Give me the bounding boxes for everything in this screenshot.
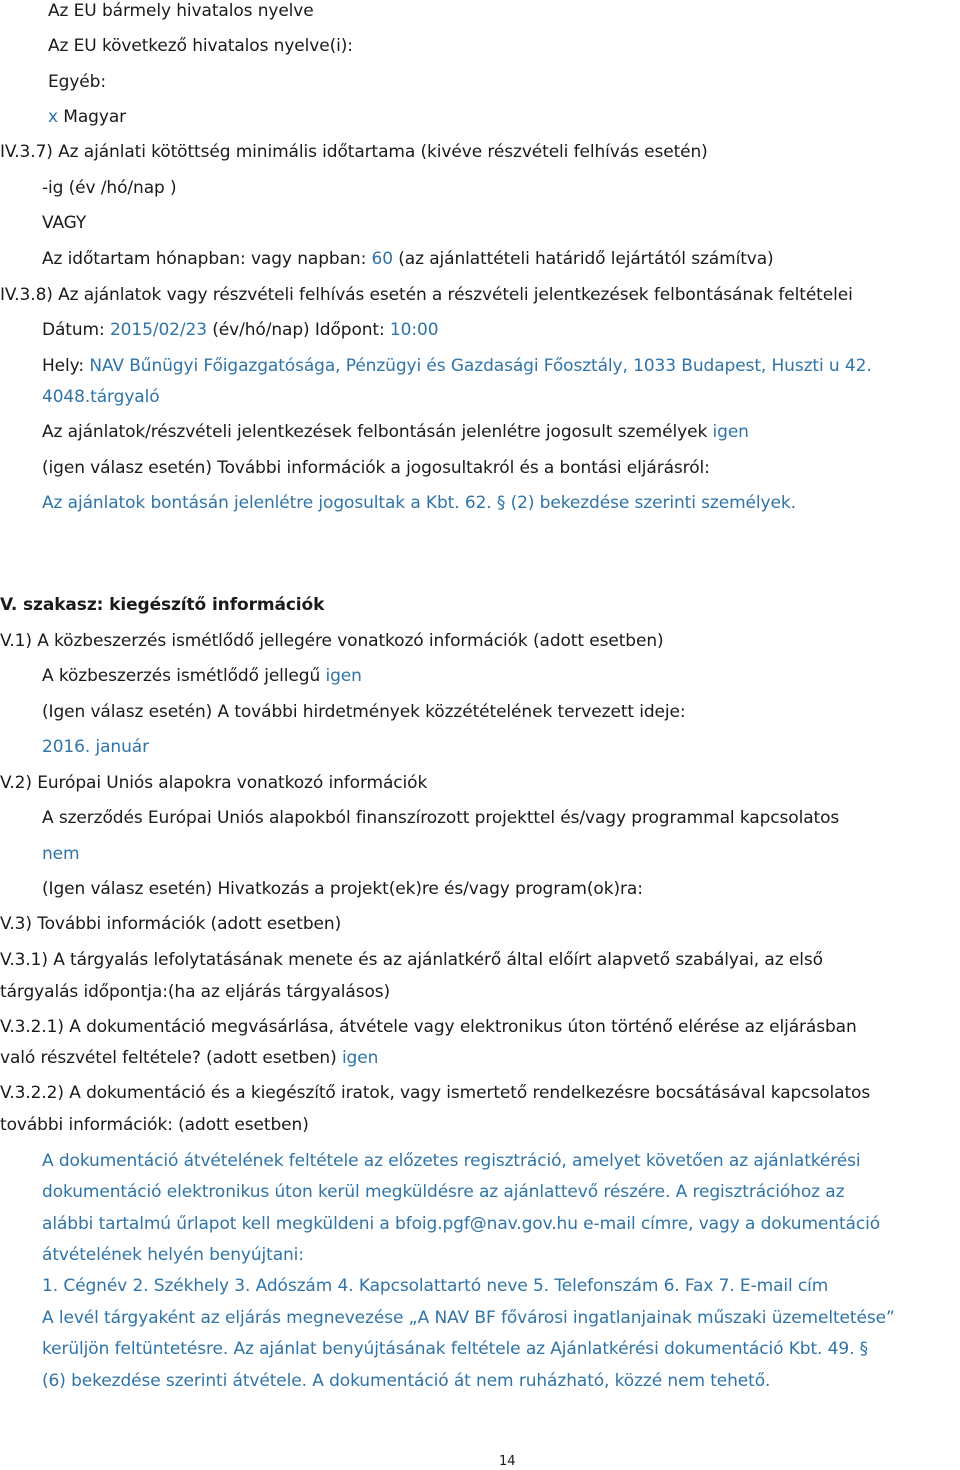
date-label: Dátum: xyxy=(42,320,110,340)
iv38-place-room: 4048.tárgyaló xyxy=(42,387,160,407)
v322-answer-line: (6) bekezdése szerinti átvétele. A dokumentáció át nem ruházható, közzé nem tehető. xyxy=(42,1371,771,1391)
time-value: 10:00 xyxy=(389,320,439,340)
section-v-heading: V. szakasz: kiegészítő információk xyxy=(0,595,325,615)
section-v1-title: V.1) A közbeszerzés ismétlődő jellegére vonatkozó információk (adott esetben) xyxy=(0,631,664,651)
v322-answer-line: kerüljön feltüntetésre. Az ajánlat benyújtásának feltétele az Ajánlatkérési dokumentáció Kbt. 49. § xyxy=(42,1339,869,1359)
iv37-duration-label: Az időtartam hónapban: vagy napban: xyxy=(42,249,372,269)
selected-mark: x xyxy=(48,107,58,127)
v321-line-2 xyxy=(0,1047,378,1069)
v2-question-2: (Igen válasz esetén) Hivatkozás a projekt(ek)re és/vagy program(ok)ra: xyxy=(42,879,643,899)
v1-question-label: A közbeszerzés ismétlődő jellegű xyxy=(42,666,326,686)
v322-answer-line: átvételének helyén benyújtani: xyxy=(42,1245,304,1265)
iv38-info-question: (igen válasz esetén) További információk a jogosultakról és a bontási eljárásról: xyxy=(42,458,710,478)
v322-answer-line: A dokumentáció átvételének feltétele az előzetes regisztráció, amelyet követően az ajánlatkérési xyxy=(42,1151,861,1171)
v322-answer-line: 1. Cégnév 2. Székhely 3. Adószám 4. Kapcsolattartó neve 5. Telefonszám 6. Fax 7. E-mail cím xyxy=(42,1276,829,1296)
iv37-duration xyxy=(42,248,774,270)
iv38-date-time xyxy=(42,319,438,341)
iv38-place xyxy=(42,355,872,377)
lang-option-any: Az EU bármely hivatalos nyelve xyxy=(48,1,314,21)
v321-question: való részvétel feltétele? (adott esetben) xyxy=(0,1048,342,1068)
iv37-until: -ig (év /hó/nap ) xyxy=(42,178,177,198)
section-iv-3-7-title: IV.3.7) Az ajánlati kötöttség minimális időtartama (kivéve részvételi felhívás esetén) xyxy=(0,142,708,162)
date-value: 2015/02/23 xyxy=(109,320,207,340)
iv37-days-value: 60 xyxy=(371,249,393,269)
iv38-persons xyxy=(42,421,749,443)
v322-line-1: V.3.2.2) A dokumentáció és a kiegészítő iratok, vagy ismertető rendelkezésre bocsátásával kapcsolatos xyxy=(0,1083,871,1103)
v31-line-1: V.3.1) A tárgyalás lefolytatásának menete és az ajánlatkérő által előírt alapvető szabályai, az első xyxy=(0,950,823,970)
section-iv-3-8-title: IV.3.8) Az ajánlatok vagy részvételi felhívás esetén a részvételi jelentkezések felbontásának feltételei xyxy=(0,285,853,305)
v2-question: A szerződés Európai Uniós alapokból finanszírozott projekttel és/vagy programmal kapcsolatos xyxy=(42,808,840,828)
iv38-info-answer: Az ajánlatok bontásán jelenlétre jogosultak a Kbt. 62. § (2) bekezdése szerinti személyek. xyxy=(42,493,796,513)
date-format-label: (év/hó/nap) Időpont: xyxy=(206,320,390,340)
v322-line-2: további információk: (adott esetben) xyxy=(0,1115,309,1135)
v321-line-1: V.3.2.1) A dokumentáció megvásárlása, átvétele vagy elektronikus úton történő elérése az eljárásban xyxy=(0,1017,857,1037)
v31-line-2: tárgyalás időpontja:(ha az eljárás tárgyalásos) xyxy=(0,982,391,1002)
iv37-duration-note: (az ajánlattételi határidő lejártától számítva) xyxy=(392,249,774,269)
lang-selected xyxy=(48,106,126,128)
place-label: Hely: xyxy=(42,356,90,376)
iv37-or: VAGY xyxy=(42,213,87,233)
persons-answer: igen xyxy=(712,422,749,442)
section-v2-title: V.2) Európai Uniós alapokra vonatkozó információk xyxy=(0,773,428,793)
lang-option-other: Egyéb: xyxy=(48,72,106,92)
v2-answer: nem xyxy=(42,844,80,864)
section-v3-title: V.3) További információk (adott esetben) xyxy=(0,914,342,934)
lang-selected-value: Magyar xyxy=(63,107,127,127)
page-number: 14 xyxy=(499,1454,516,1469)
v322-answer-line: A levél tárgyaként az eljárás megnevezése „A NAV BF fővárosi ingatlanjainak műszaki üzemeltetése” xyxy=(42,1308,895,1328)
v322-answer-line: dokumentáció elektronikus úton kerül megküldésre az ajánlattevő részére. A regisztrációhoz az xyxy=(42,1182,845,1202)
place-value: NAV Bűnügyi Főigazgatósága, Pénzügyi és Gazdasági Főosztály, 1033 Budapest, Huszti u 42. xyxy=(89,356,872,376)
v1-answer: igen xyxy=(325,666,362,686)
v321-answer: igen xyxy=(341,1048,379,1068)
v322-answer-line: alábbi tartalmú űrlapot kell megküldeni a bfoig.pgf@nav.gov.hu e-mail címre, vagy a dokumentáció xyxy=(42,1214,881,1234)
v1-answer-2: 2016. január xyxy=(42,737,149,757)
lang-option-following: Az EU következő hivatalos nyelve(i): xyxy=(48,36,353,56)
v1-question xyxy=(42,665,362,687)
persons-question: Az ajánlatok/részvételi jelentkezések felbontásán jelenlétre jogosult személyek xyxy=(42,422,713,442)
v1-question-2: (Igen válasz esetén) A további hirdetmények közzétételének tervezett ideje: xyxy=(42,702,686,722)
